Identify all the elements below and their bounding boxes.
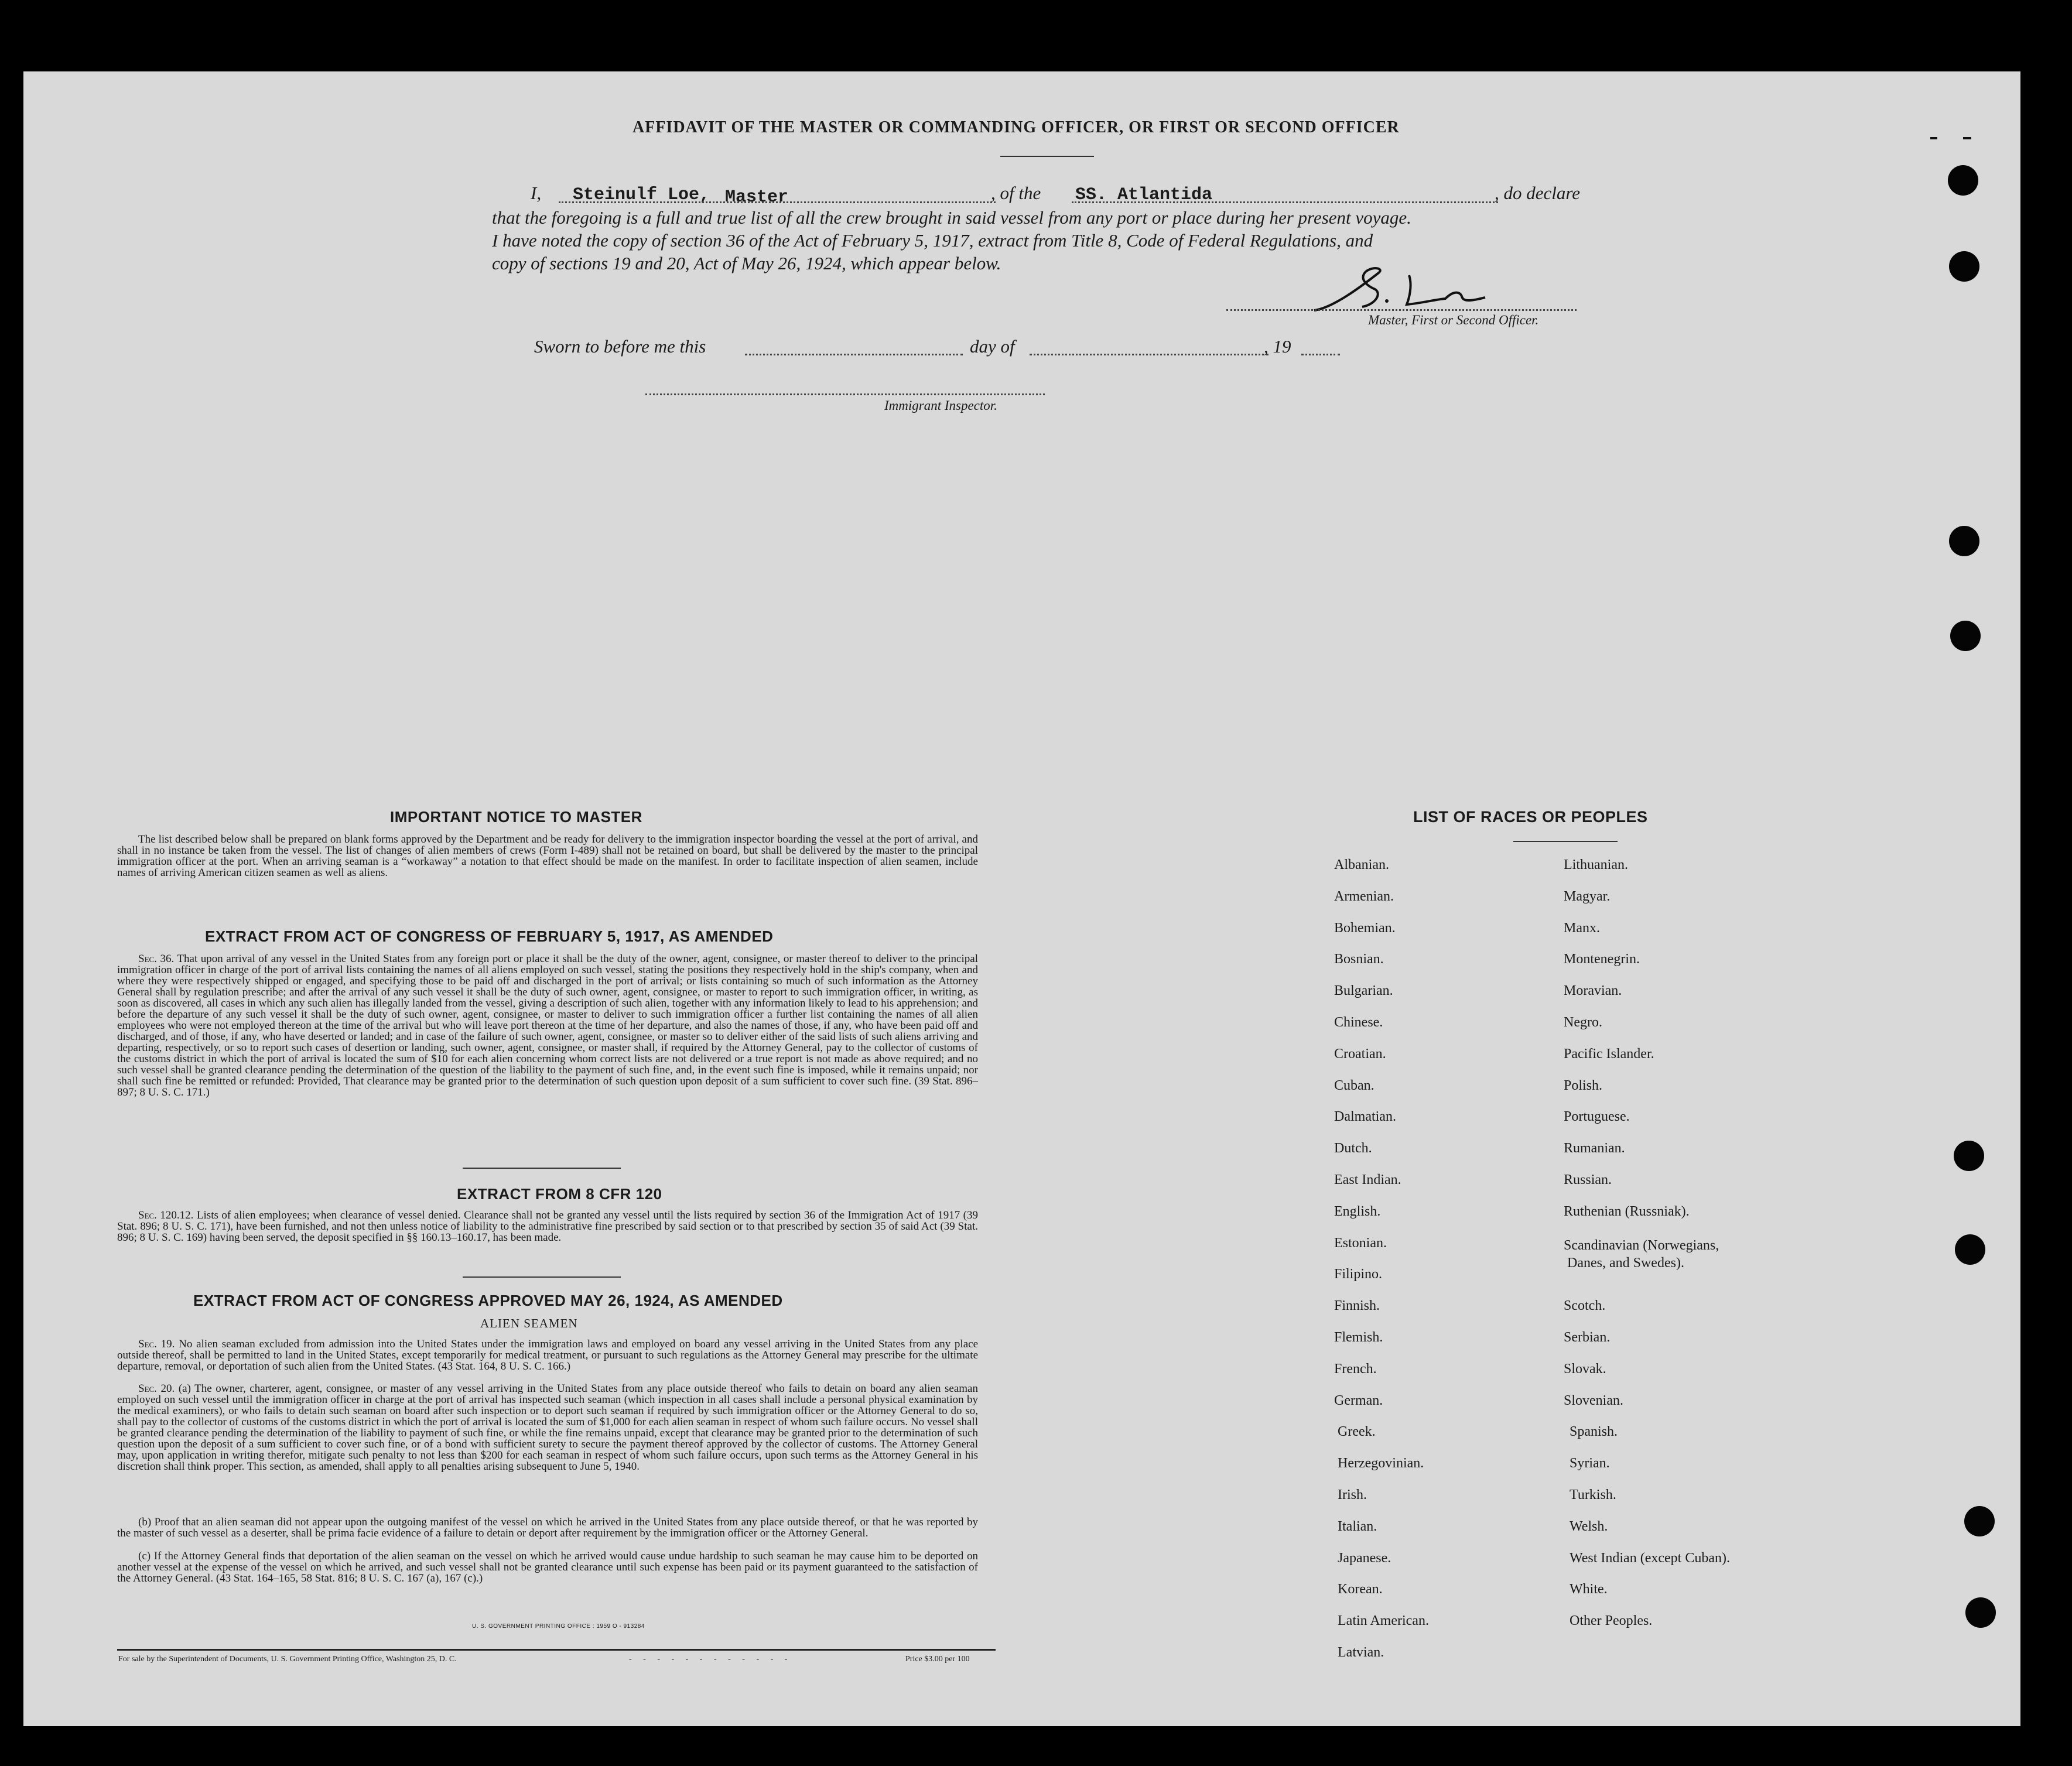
race-item: Scandinavian (Norwegians,: [1564, 1237, 1719, 1253]
sec-19-text: No alien seaman excluded from admission into the United States under the immigration laws and employed on board any vessel arriving in the United States from any place outside thereof, shall be permitted to land in the United States, except temporarily for medical treatment, or pursuant to such regulations as the Attorney General may prescribe for the ultimate departure, removal, or deportation of such alien from the United States. (43 Stat. 164, 8 U. S. C. 166.): [117, 1338, 979, 1373]
race-item: Moravian.: [1564, 983, 1622, 999]
race-item: Bosnian.: [1334, 952, 1384, 967]
race-item: East Indian.: [1334, 1172, 1401, 1187]
edge-mark: [1930, 137, 1937, 139]
punch-hole-5: [1954, 1141, 1984, 1171]
extract-8cfr-body: [117, 1210, 978, 1243]
race-item: Croatian.: [1334, 1046, 1386, 1062]
for-sale-text: For sale by the Superintendent of Documents, U. S. Government Printing Office, Washington 25, D. C.: [118, 1655, 457, 1664]
sec-20-label: Sec. 20.: [138, 1382, 175, 1395]
day-of-text: day of: [970, 336, 1015, 357]
race-item: Polish.: [1564, 1077, 1603, 1093]
sec-20a-text: (a) The owner, charterer, agent, consignee, or master of any vessel arriving in the United States from any place outside thereof who fails to detain on board any alien seaman employed on such vessel until the immigration officer in charge at the port of arrival has inspected such seaman (which inspection in all cases shall include a personal physical examination by the medical examiners), or who fails to detain such seaman on board after such inspection or to deport such seaman if required by such immigration officer or the Attorney General to do so, shall pay to the collector of customs of the customs district in which the port of arrival is located the sum of $1,000 for each alien seaman in respect of whom such failure occurs. No vessel shall be granted clearance pending the determination of the liability to payment of such fine, or while the fine remains unpaid, except that clearance may be granted prior to the determination of such question upon the deposit of a sum sufficient to cover such fine, or of a bond with sufficient surety to secure the payment thereof approved by the collector of customs. The Attorney General may, upon application in writing therefor, mitigate such penalty to not less than $200 for each seaman in respect of whom such failure occurs, upon such terms as the Attorney General in his discretion shall think proper. This section, as amended, shall apply to all penalties arising subsequent to June 5, 1940.: [117, 1382, 978, 1473]
sec-120-12-label: Sec. 120.12.: [138, 1209, 194, 1221]
sec-20c-paragraph: (c) If the Attorney General finds that deportation of the alien seaman on the vessel on which he arrived would cause undue hardship to such seaman he may cause him to be deported on another vessel at the expense of the vessel on which he arrived, and such vessel shall not be granted clearance until such expense has been paid or its payment guaranteed to the satisfaction of the Attorney General. (43 Stat. 164–165, 58 Stat. 816; 8 U. S. C. 167 (a), 167 (c).): [117, 1550, 978, 1584]
race-item: Bohemian.: [1334, 920, 1396, 936]
race-item: Italian.: [1338, 1518, 1377, 1534]
race-item: Slovenian.: [1564, 1392, 1623, 1408]
name-line: [559, 201, 996, 203]
master-name: Steinulf Loe,: [573, 185, 710, 205]
sec-20a-paragraph: [117, 1383, 978, 1472]
affidavit-title: AFFIDAVIT OF THE MASTER OR COMMANDING OFFICER, OR FIRST OR SECOND OFFICER: [632, 118, 1400, 136]
vessel-name: SS. Atlantida: [1075, 185, 1213, 205]
race-item: Dalmatian.: [1334, 1109, 1396, 1125]
master-rank: Master: [725, 187, 789, 207]
race-item: Latvian.: [1338, 1645, 1384, 1660]
race-item: Scotch.: [1564, 1298, 1606, 1314]
sec-120-12-text: Lists of alien employees; when clearance of vessel denied. Clearance shall not be granted any vessel until the lists required by section 36 of the Immigration Act of 1917 (39 Stat. 896; 8 U. S. C. 171), have been furnished, and not then unless notice of liability to the administrative fine prescribed by said section or to that prescribed by section 35 of said Act (39 Stat. 896; 8 U. S. C. 169) having been served, the deposit specified in §§ 160.13–160.17, has been made.: [117, 1209, 979, 1244]
race-item: Slovak.: [1564, 1361, 1606, 1377]
punch-hole-2: [1949, 251, 1979, 282]
race-item: Serbian.: [1564, 1330, 1611, 1345]
race-item: Bulgarian.: [1334, 983, 1393, 999]
race-item: Filipino.: [1334, 1267, 1383, 1282]
do-declare-text: , do declare: [1495, 183, 1581, 203]
race-item: Korean.: [1338, 1582, 1383, 1597]
extract-1917-body: [117, 953, 978, 1098]
affidavit-line-4: copy of sections 19 and 20, Act of May 26, 1924, which appear below.: [492, 253, 1001, 273]
race-item: Japanese.: [1338, 1550, 1391, 1566]
race-item: Dutch.: [1334, 1141, 1372, 1156]
edge-mark: [1963, 137, 1971, 139]
race-item: West Indian (except Cuban).: [1570, 1550, 1730, 1566]
race-item: Lithuanian.: [1564, 857, 1628, 872]
race-item: Greek.: [1338, 1424, 1376, 1440]
race-item: Spanish.: [1570, 1424, 1618, 1440]
sec-36-text: That upon arrival of any vessel in the United States from any foreign port or place it shall be the duty of the owner, agent, consignee, or master thereof to deliver to the principal immigration officer in charge of the port of arrival lists containing the names of all aliens employed on such vessel, stating the positions they respectively hold in the ship's company, when and where they were respectively shipped or engaged, and specifying those to be paid off and discharged in the port of arrival; or lists containing so much of such information as the Attorney General shall by regulation prescribe; and after the arrival of any such vessel it shall be the duty of such owner, agent, consignee, or master to report to such immigration officer, in writing, as soon as discovered, all cases in which any such alien has illegally landed from the vessel, giving a description of such alien, together with any information likely to lead to his apprehension; and before the departure of any such vessel it shall be the duty of such owner, agent, consignee, or master to deliver to such immigration officer a further list containing the names of all alien employees who were not employed thereon at the time of the arrival but who will leave port thereon at the time of her departure, and also the names of those, if any, who have been paid off and discharged, and of those, if any, who have deserted or landed; and in case of the failure of such owner, agent, consignee, or master so to deliver either of the said lists of such aliens arriving and departing, respectively, or so to report such cases of desertion or landing, such owner, agent, consignee, or master shall, if required by the Attorney General, pay to the collector of customs of the customs district in which the port of arrival is located the sum of $10 for each alien concerning whom correct lists are not delivered or a true report is not made as above required; and no such vessel shall be granted clearance pending the determination of the question of the liability to the payment of such fine, and, in the event such fine is imposed, while it remains unpaid; nor shall such fine be remitted or refunded: Provided, That clearance may be granted prior to the determination of such question upon deposit of a sum sufficient to cover such fine. (39 Stat. 896–897; 8 U. S. C. 171.): [117, 953, 978, 1098]
race-item: Danes, and Swedes).: [1567, 1255, 1684, 1271]
footer-dots: - - - - - - - - - - - -: [629, 1655, 792, 1664]
punch-hole-7: [1964, 1506, 1995, 1536]
sec-19-label: Sec. 19.: [138, 1338, 175, 1350]
race-item: Portuguese.: [1564, 1109, 1630, 1125]
race-item: Armenian.: [1334, 888, 1394, 904]
manifest-sheet: [23, 71, 2020, 1726]
race-item: Flemish.: [1334, 1330, 1383, 1345]
race-item: Albanian.: [1334, 857, 1389, 872]
race-item: Irish.: [1338, 1487, 1367, 1503]
affidavit-line-3: I have noted the copy of section 36 of the Act of February 5, 1917, extract from Title 8, Code of Federal Regulations, and: [492, 230, 1373, 251]
punch-hole-1: [1948, 165, 1978, 196]
race-item: Finnish.: [1334, 1298, 1380, 1314]
race-item: German.: [1334, 1392, 1383, 1408]
race-item: White.: [1570, 1582, 1608, 1597]
extract-1917-title: EXTRACT FROM ACT OF CONGRESS OF FEBRUARY 5, 1917, AS AMENDED: [205, 928, 774, 945]
race-item: English.: [1334, 1203, 1381, 1219]
race-item: Estonian.: [1334, 1235, 1387, 1251]
divider-2: [463, 1276, 621, 1278]
printing-office-line: U. S. GOVERNMENT PRINTING OFFICE : 1959 O - 913284: [472, 1623, 645, 1630]
of-the-text: , of the: [991, 183, 1041, 203]
race-item: Welsh.: [1570, 1518, 1608, 1534]
master-signature: [1309, 262, 1491, 314]
race-item: Ruthenian (Russniak).: [1564, 1203, 1690, 1219]
race-item: Rumanian.: [1564, 1141, 1625, 1156]
year-prefix: , 19: [1264, 336, 1291, 357]
race-item: Montenegrin.: [1564, 952, 1640, 967]
punch-hole-6: [1955, 1234, 1985, 1265]
races-title: LIST OF RACES OR PEOPLES: [1413, 808, 1648, 826]
sec-20b-paragraph: (b) Proof that an alien seaman did not appear upon the outgoing manifest of the vessel on which he arrived in the United States from any place outside thereof, or that he was reported by the master of such vessel as a deserter, shall be prima facie evidence of a failure to detain or deport after requirement by the immigration officer or the Attorney General.: [117, 1516, 978, 1539]
title-underline: [1000, 156, 1094, 157]
notice-text: The list described below shall be prepared on blank forms approved by the Department and be ready for delivery to the immigration inspector boarding the vessel at the port of arrival, and shall in no instance be taken from the vessel. The list of changes of alien members of crews (Form I-489) shall not be retained on board, but shall be delivered by the master to the principal immigration officer at the port. When an arriving seaman is a “workaway” a notation to that effect should be made on the manifest. In order to facilitate inspection of alien seamen, include names of arriving American citizen seamen as well as aliens.: [117, 833, 978, 879]
sworn-day-line: [745, 354, 963, 355]
punch-hole-4: [1950, 621, 1981, 651]
extract-8cfr-title: EXTRACT FROM 8 CFR 120: [457, 1185, 662, 1203]
race-item: Cuban.: [1334, 1077, 1375, 1093]
race-item: Magyar.: [1564, 888, 1611, 904]
race-item: Other Peoples.: [1570, 1613, 1653, 1629]
sec-19-paragraph: [117, 1339, 978, 1372]
footer-rule: [117, 1649, 996, 1651]
sworn-year-line: [1301, 354, 1340, 355]
race-item: Turkish.: [1570, 1487, 1616, 1503]
divider-1: [463, 1168, 621, 1169]
race-item: Negro.: [1564, 1015, 1602, 1030]
race-item: Chinese.: [1334, 1015, 1383, 1030]
inspector-caption: Immigrant Inspector.: [884, 398, 997, 413]
extract-1924-title: EXTRACT FROM ACT OF CONGRESS APPROVED MAY 26, 1924, AS AMENDED: [193, 1292, 783, 1309]
alien-seamen-subtitle: ALIEN SEAMEN: [480, 1316, 578, 1330]
price-text: Price $3.00 per 100: [905, 1655, 970, 1664]
punch-hole-8: [1965, 1597, 1996, 1628]
signature-caption: Master, First or Second Officer.: [1368, 313, 1539, 327]
sworn-month-line: [1030, 354, 1268, 355]
race-item: French.: [1334, 1361, 1377, 1377]
race-item: Russian.: [1564, 1172, 1612, 1187]
punch-hole-3: [1949, 526, 1979, 556]
race-item: Manx.: [1564, 920, 1600, 936]
race-item: Herzegovinian.: [1338, 1456, 1424, 1471]
signature-line: [1226, 309, 1577, 311]
vessel-line: [1072, 201, 1498, 203]
race-item: Latin American.: [1338, 1613, 1429, 1629]
sec-36-label: Sec. 36.: [138, 953, 175, 965]
affidavit-line-2: that the foregoing is a full and true list of all the crew brought in said vessel from any port or place during her present voyage.: [492, 207, 1411, 228]
race-item: Pacific Islander.: [1564, 1046, 1654, 1062]
i-prefix: I,: [531, 183, 542, 203]
notice-title: IMPORTANT NOTICE TO MASTER: [390, 808, 642, 826]
races-title-underline: [1513, 841, 1618, 842]
inspector-line: [645, 393, 1045, 395]
race-item: Syrian.: [1570, 1456, 1610, 1471]
sworn-prefix: Sworn to before me this: [534, 336, 706, 357]
